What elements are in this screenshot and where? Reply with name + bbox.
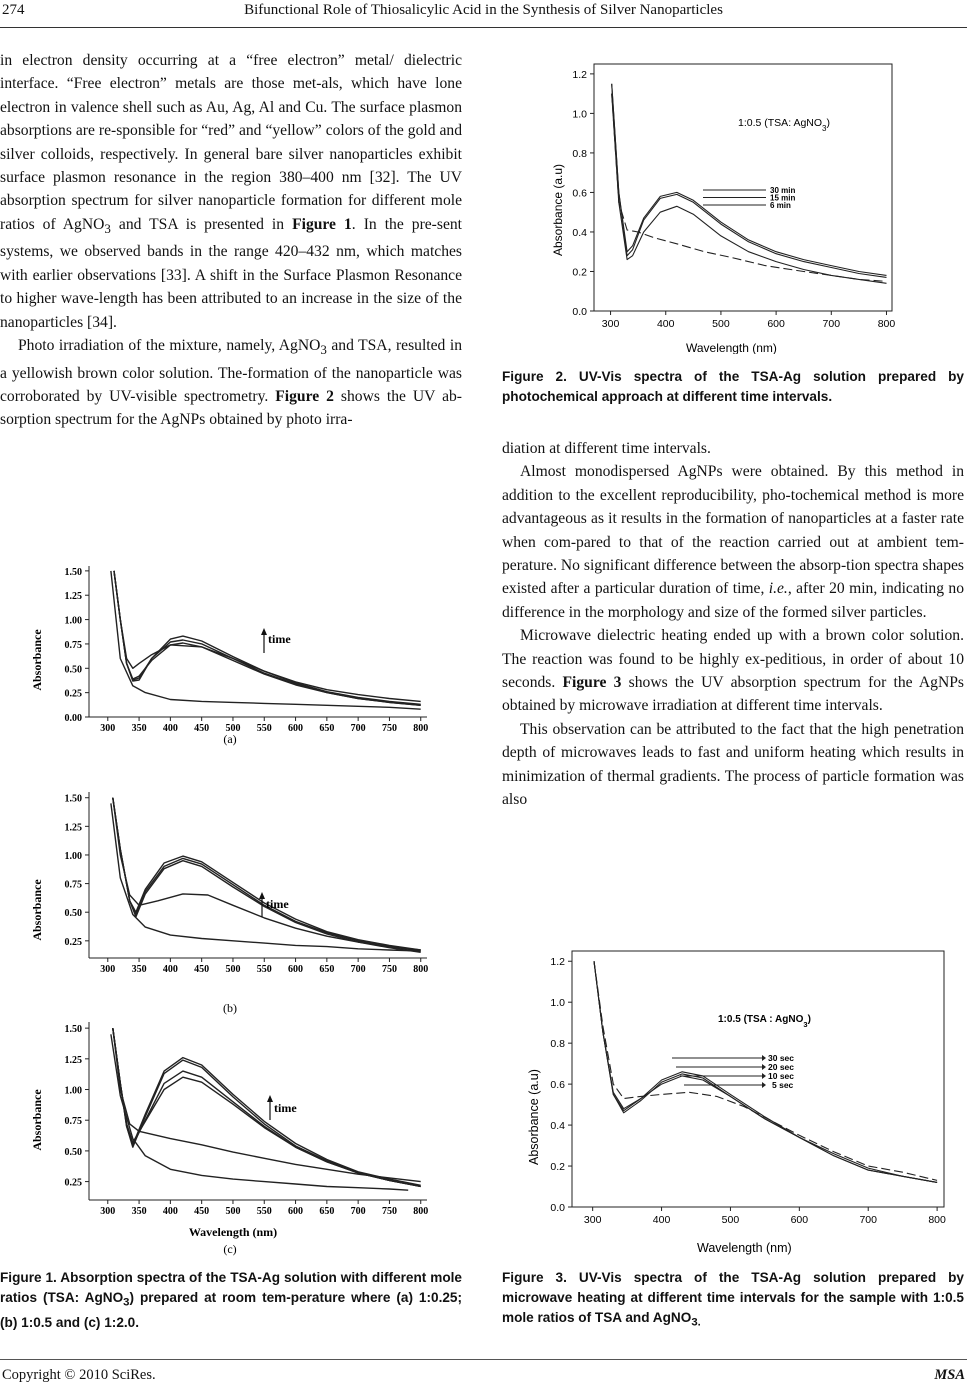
x-tick-label: 800 (413, 964, 429, 975)
arrowhead-icon (261, 628, 267, 635)
y-tick-label: 1.0 (550, 997, 565, 1010)
y-tick-label: 0.25 (64, 936, 82, 948)
legend-label: 5 sec (772, 1080, 794, 1090)
y-axis-label: Absorbance (30, 879, 44, 941)
paragraph: diation at different time intervals. (502, 440, 711, 457)
y-tick-label: 0.0 (572, 306, 587, 318)
x-tick-label: 700 (350, 1206, 366, 1217)
panel-label-b: (b) (223, 1001, 237, 1015)
journal-name: MSA (934, 1367, 965, 1383)
y-tick-label: 1.25 (64, 591, 82, 603)
left-column-text (0, 49, 462, 432)
x-tick-label: 550 (256, 1206, 272, 1217)
series-line (594, 961, 937, 1182)
y-tick-label: 1.00 (64, 850, 82, 862)
paragraph: in electron density occurring at a “free electron” metal/ dielectric interface. “Free electron” metals are those met-als, which have lone electron in valence shell such as Au, Ag, Al and Cu. The surface plasmon absorptions are re-sponsible for “red” and “yellow” colors of the gold and silver colloids, respectively. In general bare silver nanoparticles exhibit surface plasmon resonance in the region 380–400 nm [32]. The UV absorption spectrum for silver nanoparticle formation for different mole ratios of AgNO$_3$ and TSA is presented in Figure 1. In the pre-sent systems, we observed bands in the range 420–432 nm, which matches with earlier observations [33]. A shift in the Surface Plasmon Resonance to higher wave-length has been attributed to an increase in the size of the nanoparticles [34]. (0, 52, 462, 331)
x-tick-label: 800 (413, 1206, 429, 1217)
footer-rule (0, 1359, 967, 1360)
x-tick-label: 700 (822, 318, 841, 330)
y-tick-label: 0.4 (572, 226, 587, 239)
x-tick-label: 450 (194, 964, 210, 975)
page-footer (0, 1355, 967, 1385)
figure-reference[interactable]: Figure 3 (562, 674, 622, 692)
y-tick-label: 0.50 (64, 664, 82, 676)
legend-label: 15 min (770, 193, 796, 203)
y-tick-label: 0.50 (64, 908, 82, 920)
x-tick-label: 750 (381, 1206, 397, 1217)
figure-1a-plot (65, 566, 429, 734)
x-tick-label: 550 (256, 964, 272, 975)
y-tick-label: 1.25 (64, 1054, 82, 1066)
x-axis-label: Wavelength (nm) (686, 341, 777, 354)
ratio-annotation: 1:0.5 (TSA: AgNO$_3$) (738, 117, 830, 133)
x-tick-label: 650 (319, 1206, 335, 1217)
x-tick-label: 650 (319, 723, 335, 734)
figure-3-chart (522, 945, 962, 1257)
x-tick-label: 500 (721, 1214, 740, 1226)
x-tick-label: 350 (131, 1206, 147, 1217)
y-tick-label: 0.25 (64, 688, 82, 700)
figure-2-plot-area (572, 64, 895, 330)
x-tick-label: 300 (583, 1214, 602, 1226)
x-tick-label: 400 (162, 964, 178, 975)
y-tick-label: 1.50 (64, 566, 82, 578)
x-tick-label: 300 (100, 964, 116, 975)
paragraph: Microwave dielectric heating ended up with a brown color solution. The reaction was found to be highly ex-peditious, in order of about 10 seconds. Figure 3 shows the UV absorption spectrum for the AgNPs obtained by microwave irradiation at different time intervals. (502, 627, 964, 715)
series-line (113, 1028, 421, 1185)
plot-frame (594, 64, 892, 311)
running-title: Bifunctional Role of Thiosalicylic Acid in the Synthesis of Silver Nanoparticles (244, 2, 723, 18)
y-axis-label: Absorbance (30, 629, 44, 691)
y-tick-label: 0.25 (64, 1177, 82, 1189)
y-tick-label: 0.50 (64, 1146, 82, 1158)
legend-label: 30 sec (768, 1053, 794, 1063)
arrowhead-icon (762, 1082, 766, 1088)
y-tick-label: 1.25 (64, 822, 82, 834)
y-tick-label: 1.50 (64, 1024, 82, 1036)
x-tick-label: 350 (131, 964, 147, 975)
figure-2-caption: Figure 2. UV-Vis spectra of the TSA-Ag solution prepared by photochemical approach at different time intervals. (502, 369, 964, 404)
time-label: time (268, 632, 291, 646)
y-tick-label: 1.50 (64, 793, 82, 805)
x-tick-label: 450 (194, 1206, 210, 1217)
panel-label-c: (c) (223, 1242, 237, 1256)
arrowhead-icon (267, 1095, 273, 1102)
series-line (594, 961, 937, 1182)
x-axis-label: Wavelength (nm) (188, 1225, 278, 1239)
y-tick-label: 0.8 (572, 147, 587, 160)
legend-label: 10 sec (768, 1071, 794, 1081)
figure-1c-plot (65, 1022, 429, 1217)
y-tick-label: 0.75 (64, 1116, 82, 1128)
arrowhead-icon (762, 1055, 766, 1061)
arrowhead-icon (259, 892, 265, 899)
panel-label-a: (a) (223, 732, 237, 746)
y-axis-label: Absorbance (30, 1089, 44, 1151)
x-tick-label: 800 (413, 723, 429, 734)
y-axis-label: Absorbance (a.u) (551, 163, 565, 256)
y-tick-label: 1.00 (64, 1085, 82, 1097)
y-tick-label: 0.6 (572, 187, 587, 200)
x-tick-label: 600 (288, 1206, 304, 1217)
x-tick-label: 400 (162, 723, 178, 734)
x-tick-label: 600 (767, 318, 785, 330)
series-line (612, 84, 887, 276)
figure-3 (522, 945, 962, 1257)
x-tick-label: 800 (877, 318, 896, 330)
series-line (594, 961, 937, 1182)
x-tick-label: 400 (162, 1206, 178, 1217)
paragraph: Almost monodispersed AgNPs were obtained. By this method in addition to the excellent reproducibility, pho-tochemical method is more advantageous as it results in the formation of nanoparticles at a faster rate when com-pared to that of the reaction carried out at ambient tem-perature. No significant difference between the absorp-tion spectra shapes existed after a particular duration of time, i.e., after 20 min, indicating no difference in the morphology and size of the formed silver particles. (502, 463, 964, 621)
x-tick-label: 750 (381, 723, 397, 734)
legend-label: 30 min (770, 186, 796, 195)
ratio-annotation: 1:0.5 (TSA : AgNO$_3$) (718, 1014, 811, 1029)
figure-1-caption: Figure 1. Absorption spectra of the TSA-Ag solution with different mole ratios (TSA: AgNO$_3$) prepared at room tem-perature where (a) 1:0.25; (b) 1:0.5 and (c) 1:2.0. (0, 1270, 462, 1330)
figure-1b-plot (65, 792, 429, 975)
y-tick-label: 0.2 (572, 266, 587, 279)
series-line (111, 1034, 408, 1190)
figure-3-caption: Figure 3. UV-Vis spectra of the TSA-Ag solution prepared by microwave heating at different time intervals for the sample with 1:0.5 mole ratios of TSA and AgNO$_{3.}$ (502, 1270, 964, 1329)
figure-reference[interactable]: Figure 2 (275, 387, 334, 405)
x-tick-label: 550 (256, 723, 272, 734)
x-axis-label: Wavelength (nm) (697, 1241, 792, 1255)
page-number: 274 (2, 2, 25, 18)
x-tick-label: 500 (225, 1206, 241, 1217)
y-tick-label: 0.0 (550, 1202, 565, 1214)
x-tick-label: 700 (350, 964, 366, 975)
x-tick-label: 300 (601, 318, 620, 330)
x-tick-label: 700 (350, 723, 366, 734)
series-line (594, 961, 937, 1180)
x-tick-label: 500 (225, 723, 241, 734)
x-tick-label: 600 (288, 964, 304, 975)
figure-1 (25, 560, 445, 1260)
paragraph: This observation can be attributed to the fact that the high penetration depth of microwaves leads to fast and uniform heating which results in minimization of thermal gradients. The process of particle formation was also (502, 720, 964, 809)
right-column-text (502, 437, 964, 812)
time-label: time (266, 897, 289, 911)
x-tick-label: 600 (790, 1214, 809, 1226)
arrowhead-icon (762, 1064, 766, 1070)
y-tick-label: 0.8 (550, 1038, 565, 1051)
figure-2-chart (548, 56, 898, 354)
y-tick-label: 1.2 (572, 68, 587, 81)
x-tick-label: 300 (100, 1206, 116, 1217)
y-tick-label: 1.2 (550, 956, 565, 969)
x-tick-label: 400 (652, 1214, 671, 1226)
header-rule (0, 27, 967, 28)
time-label: time (274, 1101, 297, 1115)
y-tick-label: 0.4 (550, 1120, 565, 1133)
y-tick-label: 1.00 (64, 615, 82, 627)
series-line (612, 84, 887, 278)
x-tick-label: 450 (194, 723, 210, 734)
figure-reference[interactable]: Figure 1 (292, 215, 352, 233)
x-tick-label: 500 (712, 318, 730, 330)
figure-2 (548, 56, 898, 354)
y-tick-label: 0.6 (550, 1079, 565, 1092)
legend-label: 6 min (770, 201, 791, 210)
x-tick-label: 400 (656, 318, 675, 330)
paragraph: Photo irradiation of the mixture, namely, AgNO$_3$ and TSA, resulted in a yellowish brown color solution. The-formation of the nanoparticle was corroborated by UV-visible spectrometry. Figure 2 shows the UV ab-sorption spectrum for the AgNPs obtained by photo irra- (0, 336, 462, 429)
x-tick-label: 300 (100, 723, 116, 734)
y-tick-label: 0.75 (64, 879, 82, 891)
legend-label: 20 sec (768, 1062, 794, 1072)
x-tick-label: 750 (381, 964, 397, 975)
series-line (113, 798, 421, 953)
figure-1-chart (25, 560, 445, 1260)
x-tick-label: 500 (225, 964, 241, 975)
y-tick-label: 0.2 (550, 1161, 565, 1174)
y-tick-label: 0.00 (64, 713, 82, 724)
y-tick-label: 0.75 (64, 639, 82, 651)
figure-3-plot-area (550, 951, 946, 1226)
x-tick-label: 650 (319, 964, 335, 975)
x-tick-label: 700 (859, 1214, 877, 1226)
copyright: Copyright © 2010 SciRes. (2, 1367, 156, 1383)
x-tick-label: 800 (928, 1214, 946, 1226)
arrowhead-icon (762, 1073, 766, 1079)
page-header (0, 0, 967, 30)
series-line (113, 1028, 421, 1182)
plot-frame (572, 951, 944, 1207)
y-tick-label: 1.0 (572, 108, 587, 121)
series-line (111, 571, 421, 709)
x-tick-label: 600 (288, 723, 304, 734)
y-axis-label: Absorbance (a.u) (527, 1069, 541, 1165)
x-tick-label: 350 (131, 723, 147, 734)
